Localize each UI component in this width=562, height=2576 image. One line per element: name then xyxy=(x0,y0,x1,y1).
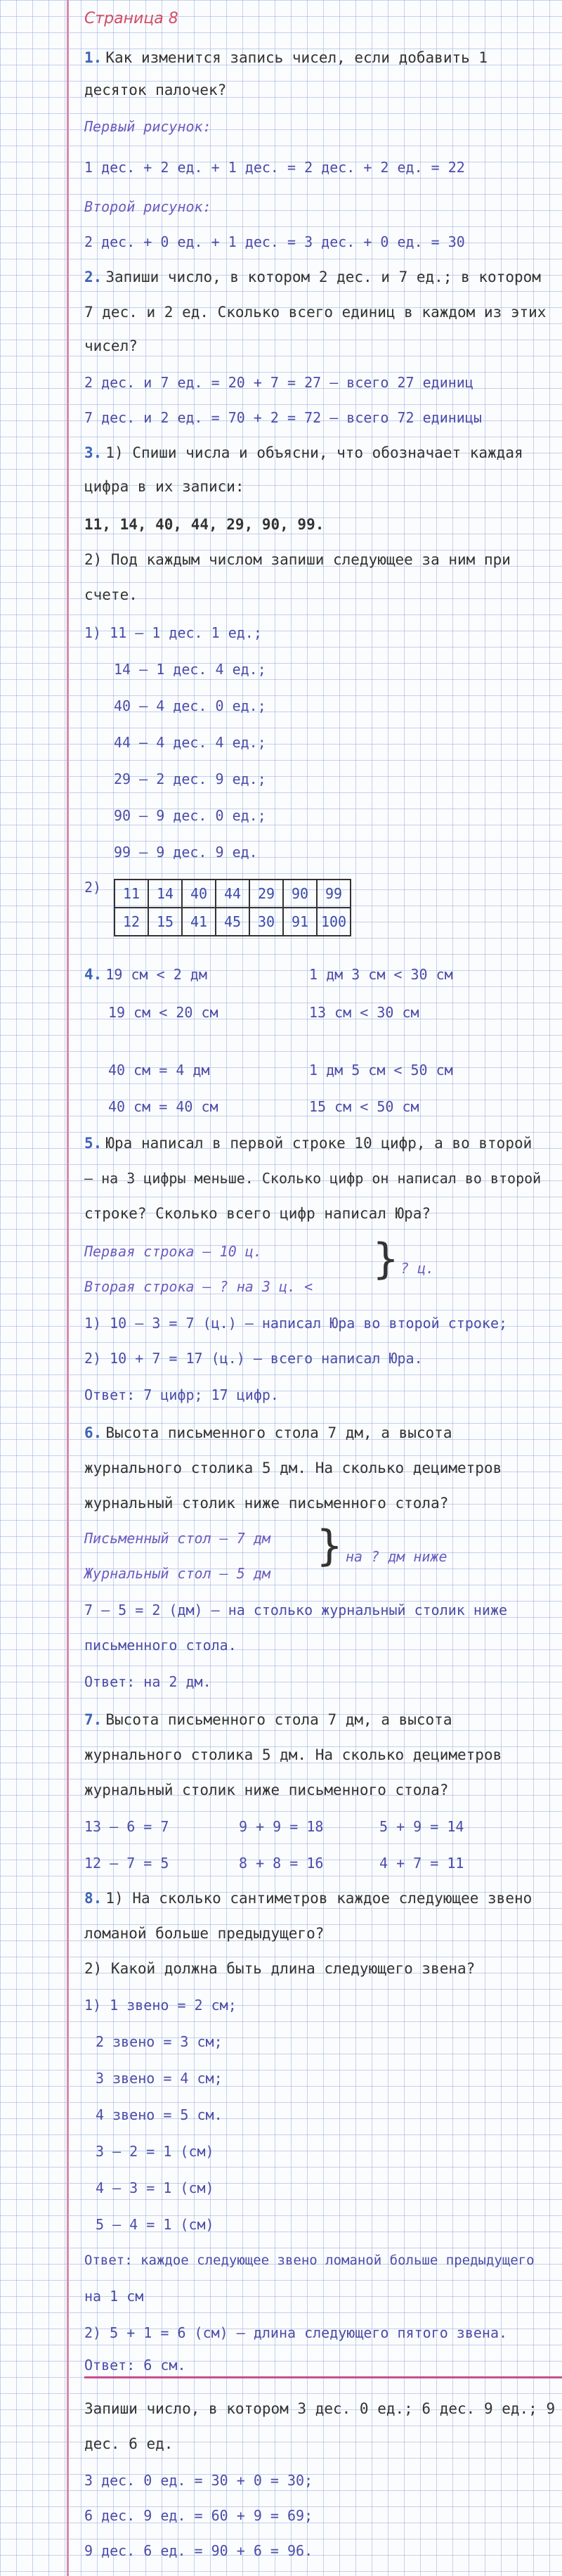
task-3-number: 3. xyxy=(84,444,103,461)
table-cell: 30 xyxy=(249,908,283,936)
task-7-expression: 12 – 7 = 5 xyxy=(84,1855,169,1872)
task-4-right-4: 15 см < 50 см xyxy=(309,1098,419,1115)
task-7-question-line-2: журнального столика 5 дм. На сколько дециметров xyxy=(84,1746,502,1763)
table-cell: 91 xyxy=(283,908,317,936)
section-divider xyxy=(84,2376,562,2378)
task-3-numbers: 11, 14, 40, 44, 29, 90, 99. xyxy=(84,516,325,533)
task-7-question-line-1: 7. Высота письменного стола 7 дм, а высота xyxy=(84,1711,452,1728)
page-title: Страница 8 xyxy=(84,10,178,27)
task-5-scheme-line-2: Вторая строка – ? на 3 ц. < xyxy=(84,1278,313,1295)
table-cell: 12 xyxy=(115,908,148,936)
task-1-answer-2: 2 дес. + 0 ед. + 1 дес. = 3 дес. + 0 ед. = 30 xyxy=(84,233,465,250)
task-3-item: 99 – 9 дес. 9 ед. xyxy=(114,844,258,861)
task-3-item: 14 – 1 дес. 4 ед.; xyxy=(114,661,266,678)
task-4-number: 4. xyxy=(84,966,103,983)
table-row xyxy=(115,908,351,936)
table-cell: 100 xyxy=(317,908,351,936)
table-cell: 15 xyxy=(148,908,182,936)
extra-task-answer-2: 6 дес. 9 ед. = 60 + 9 = 69; xyxy=(84,2507,313,2524)
task-1-label-second: Второй рисунок: xyxy=(84,198,211,215)
task-7-expression: 9 + 9 = 18 xyxy=(239,1818,324,1835)
task-6-question-line-3: журнальный столик ниже письменного стола? xyxy=(84,1495,449,1512)
task-8-answer-line-2: на 1 см xyxy=(84,2288,144,2305)
task-2-question-line-3: чисел? xyxy=(84,337,138,354)
task-2-number: 2. xyxy=(84,269,103,285)
task-7-expression: 4 + 7 = 11 xyxy=(379,1855,464,1872)
task-8-line: 4 звено = 5 см. xyxy=(96,2106,223,2123)
task-8-line: 1) 1 звено = 2 см; xyxy=(84,1997,237,2014)
task-8-line: 4 – 3 = 1 (см) xyxy=(96,2179,214,2196)
task-2-question-line-2: 7 дес. и 2 ед. Сколько всего единиц в каждом из этих xyxy=(84,304,547,321)
table-cell: 45 xyxy=(216,908,249,936)
extra-task-answer-3: 9 дес. 6 ед. = 90 + 6 = 96. xyxy=(84,2542,313,2559)
task-1-label-first: Первый рисунок: xyxy=(84,118,211,135)
task-4-right-3: 1 дм 5 см < 50 см xyxy=(309,1062,453,1078)
task-8-question-line-1: 8. 1) На сколько сантиметров каждое следующее звено xyxy=(84,1890,532,1907)
task-5-question-line-3: строке? Сколько всего цифр написал Юра? xyxy=(84,1205,431,1222)
task-3-question-line-2: цифра в их записи: xyxy=(84,478,244,495)
task-6-answer-line-2: письменного стола. xyxy=(84,1637,237,1654)
task-7-question-line-3: журнальный столик ниже письменного стола? xyxy=(84,1782,449,1798)
task-2-answer-1: 2 дес. и 7 ед. = 20 + 7 = 27 – всего 27 единиц xyxy=(84,374,473,391)
task-6-question-line-1: 6. Высота письменного стола 7 дм, а высота xyxy=(84,1424,452,1441)
task-6-scheme-line-2: Журнальный стол – 5 дм xyxy=(84,1565,270,1582)
table-row xyxy=(115,880,351,908)
task-7-expression: 13 – 6 = 7 xyxy=(84,1818,169,1835)
notebook-margin-line xyxy=(67,0,69,2576)
extra-task-question-line-2: дес. 6 ед. xyxy=(84,2435,174,2452)
task-3-item: 1) 11 – 1 дес. 1 ед.; xyxy=(84,624,262,641)
table-cell: 14 xyxy=(148,880,182,908)
task-8-line: 2 звено = 3 см; xyxy=(96,2033,223,2050)
task-8-line: 3 звено = 4 см; xyxy=(96,2070,223,2087)
task-3-table-label: 2) xyxy=(84,879,102,896)
task-2-question-line-1: 2. Запиши число, в котором 2 дес. и 7 ед.; в котором xyxy=(84,269,541,285)
task-3-number-table xyxy=(114,879,351,936)
task-1-number: 1. xyxy=(84,49,103,66)
task-5-final-answer: Ответ: 7 цифр; 17 цифр. xyxy=(84,1386,279,1403)
task-3-question-line-3: 2) Под каждым числом запиши следующее за ним при xyxy=(84,551,511,568)
task-7-expression: 5 + 9 = 14 xyxy=(379,1818,464,1835)
task-3-question-line-1: 3. 1) Спиши числа и объясни, что обозначает каждая xyxy=(84,444,523,461)
task-1-question-line-1: 1. Как изменится запись чисел, если добавить 1 xyxy=(84,49,488,66)
task-5-question-line-1: 5. Юра написал в первой строке 10 цифр, а во второй xyxy=(84,1135,532,1152)
task-4-left-2: 19 см < 20 см xyxy=(108,1004,218,1021)
task-8-number: 8. xyxy=(84,1890,103,1907)
task-8-line: 5 – 4 = 1 (см) xyxy=(96,2216,214,2233)
task-1-question-line-2: десяток палочек? xyxy=(84,82,227,98)
task-6-final-answer: Ответ: на 2 дм. xyxy=(84,1673,211,1690)
task-4-right-1: 1 дм 3 см < 30 см xyxy=(309,966,453,983)
table-cell: 11 xyxy=(115,880,148,908)
task-3-item: 29 – 2 дес. 9 ед.; xyxy=(114,771,266,787)
table-cell: 29 xyxy=(249,880,283,908)
task-8-question-line-3: 2) Какой должна быть длина следующего звена? xyxy=(84,1960,476,1977)
task-3-item: 44 – 4 дес. 4 ед.; xyxy=(114,734,266,751)
extra-task-answer-1: 3 дес. 0 ед. = 30 + 0 = 30; xyxy=(84,2472,313,2489)
task-7-number: 7. xyxy=(84,1711,103,1728)
task-4-left-3: 40 см = 4 дм xyxy=(108,1062,210,1078)
extra-task-question-line-1: Запиши число, в котором 3 дес. 0 ед.; 6 дес. 9 ед.; 9 xyxy=(84,2400,556,2417)
task-6-scheme-line-1: Письменный стол – 7 дм xyxy=(84,1530,270,1547)
table-cell: 41 xyxy=(182,908,216,936)
table-cell: 99 xyxy=(317,880,351,908)
task-3-question-line-4: счете. xyxy=(84,586,138,603)
task-6-number: 6. xyxy=(84,1424,103,1441)
table-cell: 40 xyxy=(182,880,216,908)
task-5-scheme-line-1: Первая строка – 10 ц. xyxy=(84,1243,262,1260)
task-5-question-line-2: – на 3 цифры меньше. Сколько цифр он написал во второй xyxy=(84,1170,542,1187)
task-8-final-answer: Ответ: 6 см. xyxy=(84,2357,186,2374)
task-5-scheme-total: ? ц. xyxy=(400,1260,435,1277)
task-5-number: 5. xyxy=(84,1135,103,1152)
task-4-left-1: 4. 19 см < 2 дм xyxy=(84,966,207,983)
task-8-answer-2: 2) 5 + 1 = 6 (см) – длина следующего пятого звена. xyxy=(84,2324,508,2341)
task-3-item: 90 – 9 дес. 0 ед.; xyxy=(114,807,266,824)
task-5-answer-1: 1) 10 – 3 = 7 (ц.) – написал Юра во второй строке; xyxy=(84,1315,508,1332)
curly-brace-icon: } xyxy=(316,1521,344,1571)
curly-brace-icon: } xyxy=(372,1235,400,1284)
task-8-question-line-2: ломаной больше предыдущего? xyxy=(84,1925,325,1942)
task-6-scheme-difference: на ? дм ниже xyxy=(346,1548,447,1565)
task-8-line: 3 – 2 = 1 (см) xyxy=(96,2143,214,2160)
table-cell: 44 xyxy=(216,880,249,908)
task-6-question-line-2: журнального столика 5 дм. На сколько дециметров xyxy=(84,1460,502,1476)
task-8-answer-line-1: Ответ: каждое следующее звено ломаной больше предыдущего xyxy=(84,2253,535,2268)
table-cell: 90 xyxy=(283,880,317,908)
task-4-left-4: 40 см = 40 см xyxy=(108,1098,218,1115)
task-7-expression: 8 + 8 = 16 xyxy=(239,1855,324,1872)
task-6-answer-line-1: 7 – 5 = 2 (дм) – на столько журнальный столик ниже xyxy=(84,1602,508,1618)
task-1-answer-1: 1 дес. + 2 ед. + 1 дес. = 2 дес. + 2 ед. = 22 xyxy=(84,159,465,176)
task-2-answer-2: 7 дес. и 2 ед. = 70 + 2 = 72 – всего 72 единицы xyxy=(84,409,482,426)
task-5-answer-2: 2) 10 + 7 = 17 (ц.) – всего написал Юра. xyxy=(84,1350,423,1367)
task-4-right-2: 13 см < 30 см xyxy=(309,1004,419,1021)
task-3-item: 40 – 4 дес. 0 ед.; xyxy=(114,697,266,714)
